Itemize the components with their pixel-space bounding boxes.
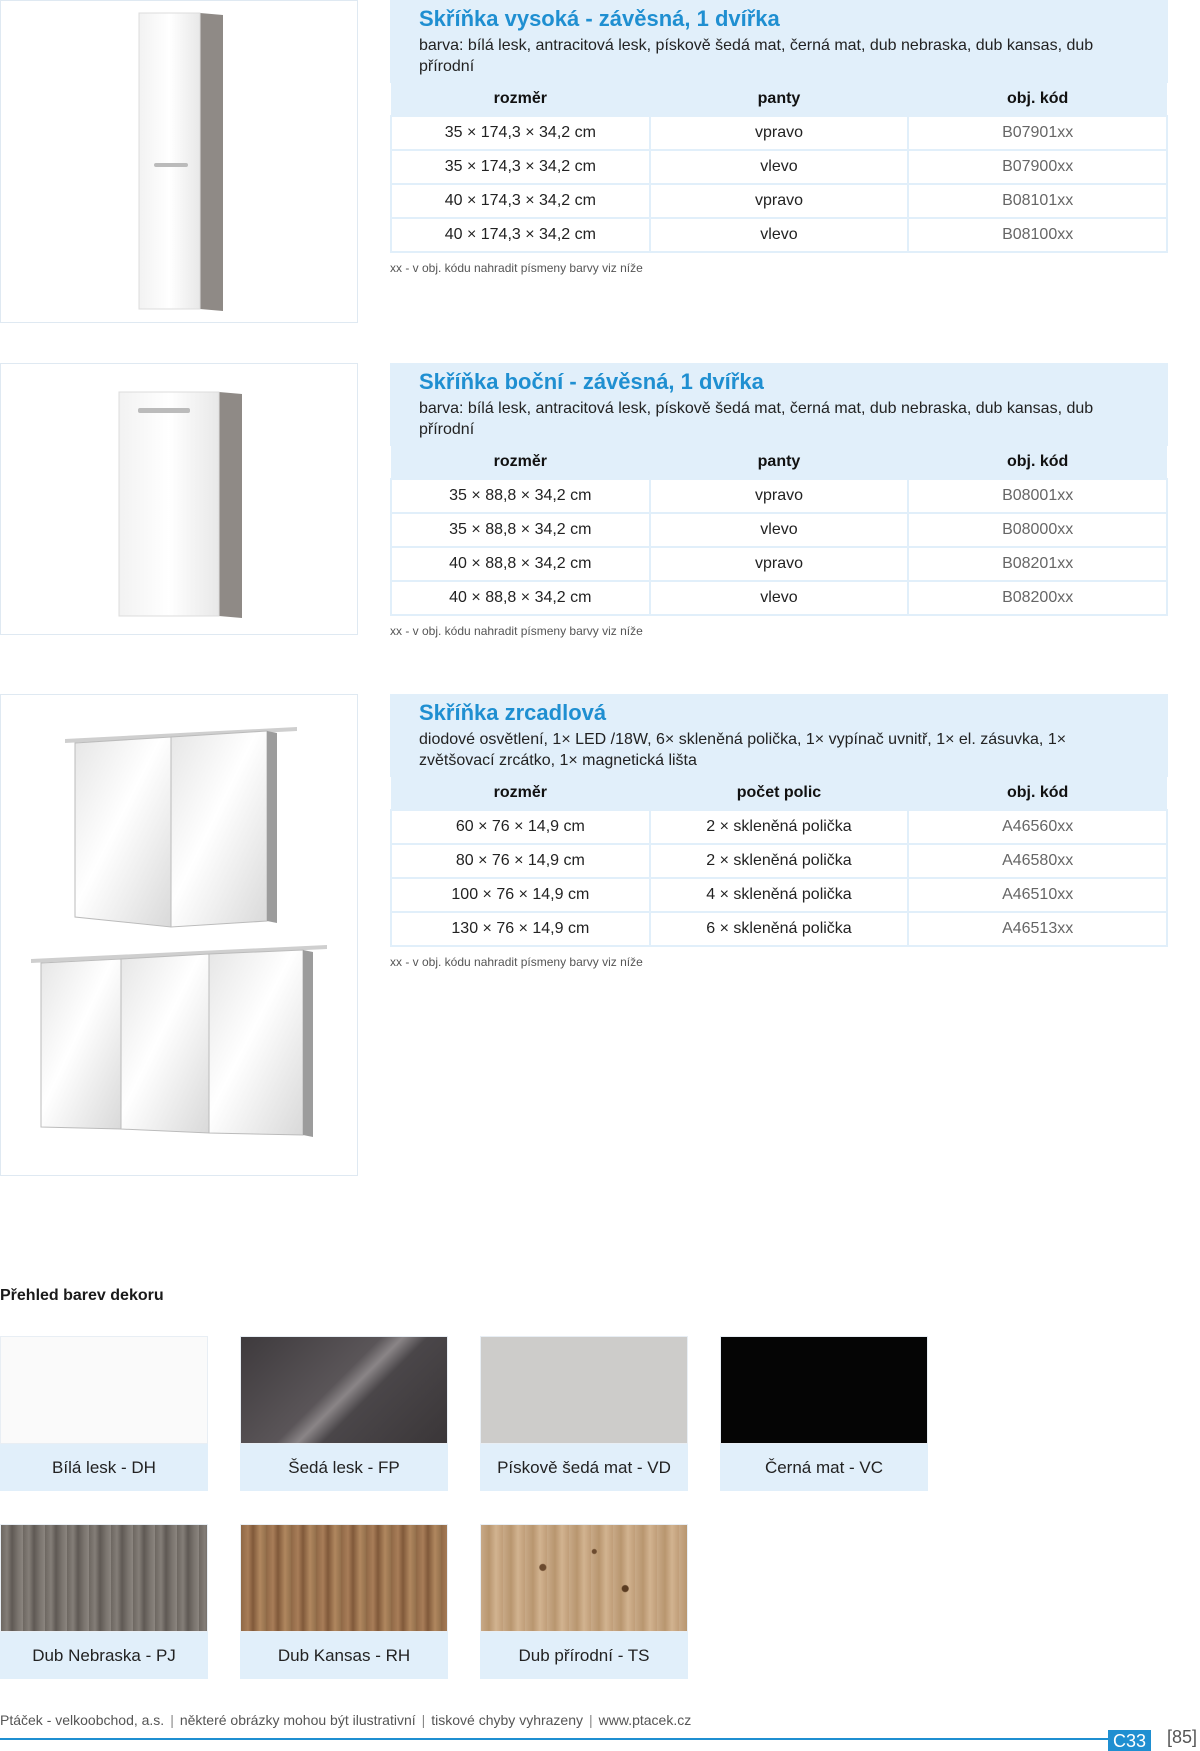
footer-notice: některé obrázky mohou být ilustrativní — [179, 1712, 416, 1728]
cell-size: 130 × 76 × 14,9 cm — [391, 912, 650, 946]
cell-code: B08201xx — [908, 547, 1167, 581]
mirror-cabinet-drawing — [1, 695, 357, 1175]
product-table — [390, 446, 1168, 616]
cell-hinges: vlevo — [650, 150, 909, 184]
cell-hinges: vpravo — [650, 547, 909, 581]
table-row — [391, 218, 1167, 252]
swatch-cerna-mat — [720, 1336, 928, 1491]
swatch-color — [480, 1336, 688, 1444]
cell-size: 100 × 76 × 14,9 cm — [391, 878, 650, 912]
product-title: Skříňka boční - závěsná, 1 dvířka — [419, 369, 764, 394]
cell-code: B08000xx — [908, 513, 1167, 547]
cell-shelves: 2 × skleněná polička — [650, 844, 909, 878]
page-number: [85] — [1167, 1727, 1198, 1747]
product-tall-cabinet — [390, 0, 1168, 275]
footer-rule — [0, 1738, 1108, 1740]
product-side-cabinet — [390, 363, 1168, 638]
column-header: počet polic — [650, 777, 909, 810]
cell-hinges: vpravo — [650, 184, 909, 218]
cell-hinges: vlevo — [650, 218, 909, 252]
cell-size: 35 × 174,3 × 34,2 cm — [391, 116, 650, 150]
product-description: barva: bílá lesk, antracitová lesk, pískově šedá mat, černá mat, dub nebraska, dub kansas, dub přírodní — [419, 400, 1094, 438]
product-table — [390, 83, 1168, 253]
cell-code: A46580xx — [908, 844, 1167, 878]
swatch-label: Dub Nebraska - PJ — [0, 1632, 208, 1679]
table-row — [391, 479, 1167, 513]
table-row — [391, 810, 1167, 844]
product-image-mirror-cabinet — [0, 694, 358, 1176]
swatch-color — [240, 1336, 448, 1444]
cell-code: B08200xx — [908, 581, 1167, 615]
section-badge: C33 — [1108, 1730, 1151, 1751]
footer-company: Ptáček - velkoobchod, a.s. — [0, 1712, 165, 1728]
side-cabinet-drawing — [1, 364, 357, 634]
cell-size: 35 × 174,3 × 34,2 cm — [391, 150, 650, 184]
cell-size: 40 × 174,3 × 34,2 cm — [391, 184, 650, 218]
product-image-tall-cabinet — [0, 0, 358, 323]
cell-size: 80 × 76 × 14,9 cm — [391, 844, 650, 878]
product-description: diodové osvětlení, 1× LED /18W, 6× skleněná polička, 1× vypínač uvnitř, 1× el. zásuvka, 1× zvětšovací zrcátko, 1× magnetická lišta — [419, 731, 1067, 769]
product-note: xx - v obj. kódu nahradit písmeny barvy viz níže — [390, 955, 643, 969]
column-header: obj. kód — [908, 83, 1167, 116]
column-header: rozměr — [391, 446, 650, 479]
table-row — [391, 844, 1167, 878]
swatch-color — [0, 1336, 208, 1444]
column-header: panty — [650, 83, 909, 116]
column-header: obj. kód — [908, 777, 1167, 810]
product-note: xx - v obj. kódu nahradit písmeny barvy viz níže — [390, 624, 643, 638]
tall-cabinet-drawing — [1, 1, 357, 322]
swatches-title: Přehled barev dekoru — [0, 1287, 164, 1304]
swatch-color — [0, 1524, 208, 1632]
cell-code: A46560xx — [908, 810, 1167, 844]
swatch-label: Pískově šedá mat - VD — [480, 1444, 688, 1491]
footer-website-link[interactable]: www.ptacek.cz — [598, 1712, 692, 1728]
cell-shelves: 6 × skleněná polička — [650, 912, 909, 946]
cell-code: B07901xx — [908, 116, 1167, 150]
cell-code: A46513xx — [908, 912, 1167, 946]
cell-code: A46510xx — [908, 878, 1167, 912]
swatch-label: Dub přírodní - TS — [480, 1632, 688, 1679]
product-mirror-cabinet — [390, 694, 1168, 969]
column-header: rozměr — [391, 777, 650, 810]
table-row — [391, 878, 1167, 912]
product-table — [390, 777, 1168, 947]
swatch-color — [240, 1524, 448, 1632]
table-row — [391, 912, 1167, 946]
swatch-color — [480, 1524, 688, 1632]
swatch-label: Šedá lesk - FP — [240, 1444, 448, 1491]
cell-hinges: vpravo — [650, 116, 909, 150]
table-row — [391, 547, 1167, 581]
cell-hinges: vlevo — [650, 581, 909, 615]
swatch-dub-prirodni — [480, 1524, 688, 1679]
cell-code: B07900xx — [908, 150, 1167, 184]
cell-code: B08101xx — [908, 184, 1167, 218]
swatch-label: Dub Kansas - RH — [240, 1632, 448, 1679]
footer: Ptáček - velkoobchod, a.s. | některé obrázky mohou být ilustrativní | tiskové chyby vyhrazeny | www.ptacek.cz — [0, 1712, 692, 1728]
product-image-side-cabinet — [0, 363, 358, 635]
cell-code: B08100xx — [908, 218, 1167, 252]
table-row — [391, 513, 1167, 547]
swatch-label: Černá mat - VC — [720, 1444, 928, 1491]
cell-size: 35 × 88,8 × 34,2 cm — [391, 479, 650, 513]
swatch-dub-kansas — [240, 1524, 448, 1679]
product-note: xx - v obj. kódu nahradit písmeny barvy viz níže — [390, 261, 643, 275]
swatch-dub-nebraska — [0, 1524, 208, 1679]
product-title: Skříňka zrcadlová — [419, 700, 607, 725]
table-row — [391, 184, 1167, 218]
table-row — [391, 116, 1167, 150]
cell-code: B08001xx — [908, 479, 1167, 513]
cell-hinges: vpravo — [650, 479, 909, 513]
cell-size: 40 × 88,8 × 34,2 cm — [391, 581, 650, 615]
product-title: Skříňka vysoká - závěsná, 1 dvířka — [419, 6, 780, 31]
swatch-label: Bílá lesk - DH — [0, 1444, 208, 1491]
column-header: obj. kód — [908, 446, 1167, 479]
swatch-piskove-seda-mat — [480, 1336, 688, 1491]
cell-hinges: vlevo — [650, 513, 909, 547]
column-header: rozměr — [391, 83, 650, 116]
swatch-seda-lesk — [240, 1336, 448, 1491]
column-header: panty — [650, 446, 909, 479]
cell-size: 40 × 88,8 × 34,2 cm — [391, 547, 650, 581]
cell-shelves: 4 × skleněná polička — [650, 878, 909, 912]
table-row — [391, 150, 1167, 184]
table-row — [391, 581, 1167, 615]
product-description: barva: bílá lesk, antracitová lesk, pískově šedá mat, černá mat, dub nebraska, dub kansas, dub přírodní — [419, 37, 1094, 75]
cell-size: 60 × 76 × 14,9 cm — [391, 810, 650, 844]
cell-size: 40 × 174,3 × 34,2 cm — [391, 218, 650, 252]
footer-notice: tiskové chyby vyhrazeny — [431, 1712, 583, 1728]
swatch-color — [720, 1336, 928, 1444]
cell-shelves: 2 × skleněná polička — [650, 810, 909, 844]
cell-size: 35 × 88,8 × 34,2 cm — [391, 513, 650, 547]
swatch-bila-lesk — [0, 1336, 208, 1491]
